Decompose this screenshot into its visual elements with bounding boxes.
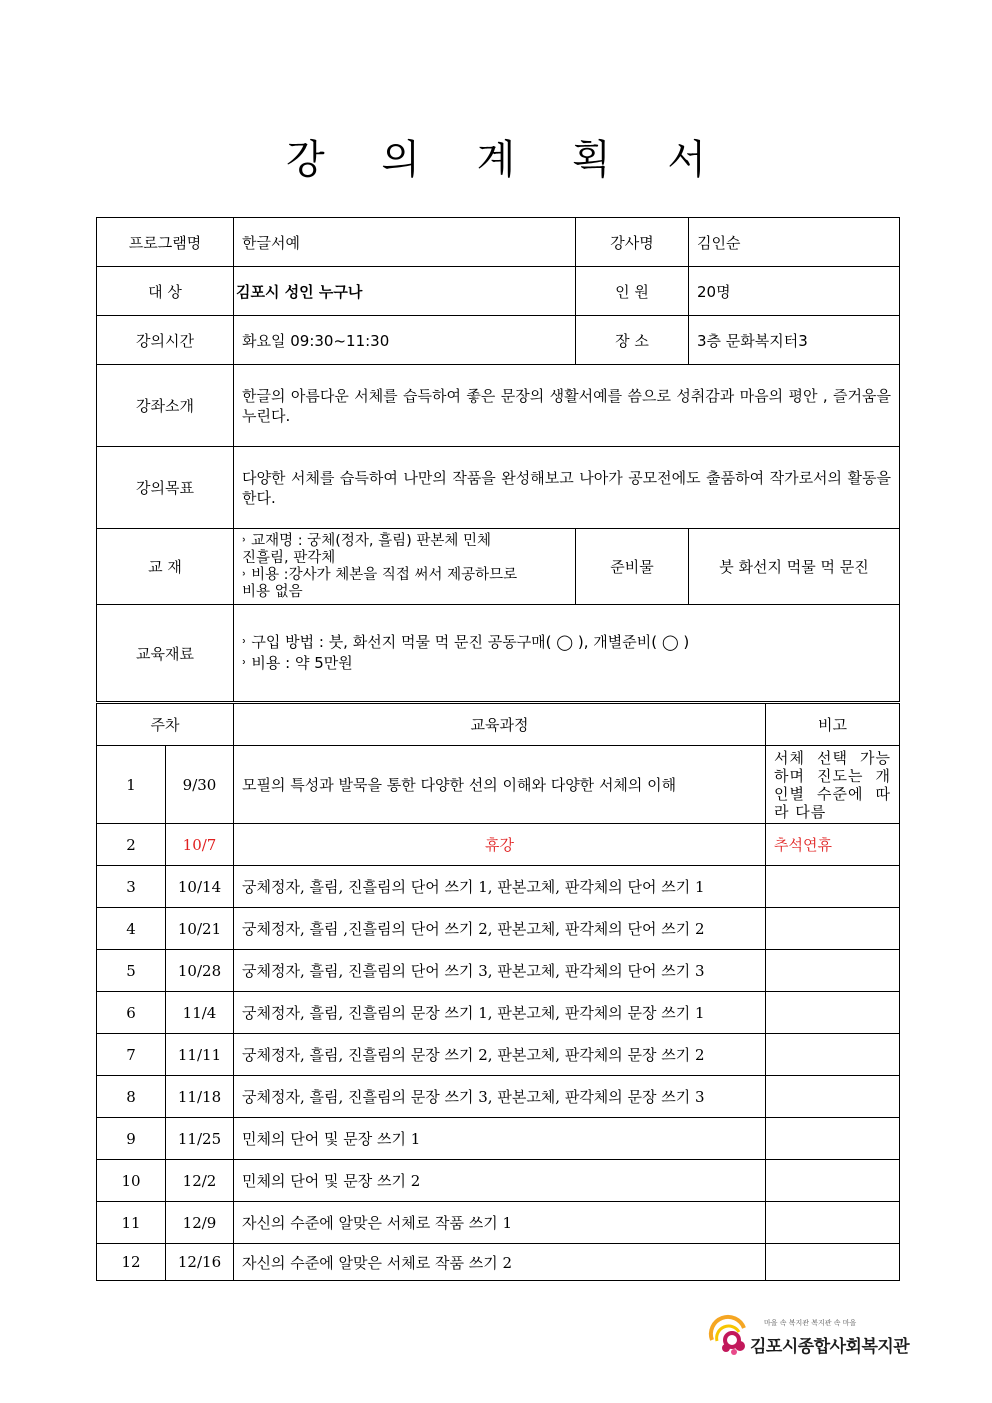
schedule-row bbox=[97, 1160, 900, 1202]
session-note bbox=[766, 1202, 900, 1244]
session-content: 궁체정자, 흘림, 진흘림의 단어 쓰기 1, 판본고체, 판각체의 단어 쓰기 1 bbox=[234, 866, 766, 908]
textbook-line-1: ˒ 교재명 : 궁체(정자, 흘림) 판본체 민체 bbox=[242, 532, 492, 549]
week-number: 8 bbox=[97, 1076, 166, 1118]
week-number: 4 bbox=[97, 908, 166, 950]
session-content: 궁체정자, 흘림, 진흘림의 문장 쓰기 3, 판본고체, 판각체의 문장 쓰기 3 bbox=[234, 1076, 766, 1118]
textbook-line-2: 진흘림, 판각체 bbox=[242, 549, 336, 566]
session-note bbox=[766, 1160, 900, 1202]
logo-mark-icon bbox=[706, 1310, 752, 1360]
week-number: 12 bbox=[97, 1244, 166, 1281]
session-note bbox=[766, 992, 900, 1034]
week-number: 1 bbox=[97, 746, 166, 824]
schedule-row bbox=[97, 1034, 900, 1076]
session-date: 11/18 bbox=[166, 1076, 234, 1118]
schedule-row bbox=[97, 1202, 900, 1244]
session-date: 11/25 bbox=[166, 1118, 234, 1160]
info-row-textbook bbox=[97, 529, 900, 605]
material-line-2: ˒ 비용 : 약 5만원 bbox=[242, 654, 353, 672]
session-note bbox=[766, 1076, 900, 1118]
material-value bbox=[234, 605, 900, 702]
session-date: 11/11 bbox=[166, 1034, 234, 1076]
session-content: 휴강 bbox=[234, 824, 766, 866]
session-content: 자신의 수준에 알맞은 서체로 작품 쓰기 1 bbox=[234, 1202, 766, 1244]
logo-slogan: 마을 속 복지관 복지관 속 마을 bbox=[764, 1319, 857, 1327]
program-value: 한글서예 bbox=[234, 218, 576, 267]
session-content: 자신의 수준에 알맞은 서체로 작품 쓰기 2 bbox=[234, 1244, 766, 1281]
textbook-line-3: ˒ 비용 :강사가 체본을 직접 써서 제공하므로 bbox=[242, 566, 518, 583]
session-content: 궁체정자, 흘림, 진흘림의 문장 쓰기 2, 판본고체, 판각체의 문장 쓰기 2 bbox=[234, 1034, 766, 1076]
time-label: 강의시간 bbox=[97, 316, 234, 365]
session-content: 민체의 단어 및 문장 쓰기 2 bbox=[234, 1160, 766, 1202]
session-note bbox=[766, 1118, 900, 1160]
course-header: 교육과정 bbox=[234, 704, 766, 746]
session-note bbox=[766, 950, 900, 992]
goal-value: 다양한 서체를 습득하여 나만의 작품을 완성해보고 나아가 공모전에도 출품하여 작가로서의 활동을 한다. bbox=[234, 447, 900, 529]
material-label: 교육재료 bbox=[97, 605, 234, 702]
place-value: 3층 문화복지터3 bbox=[689, 316, 900, 365]
info-table bbox=[96, 217, 900, 702]
session-note bbox=[766, 866, 900, 908]
session-date: 9/30 bbox=[166, 746, 234, 824]
session-note bbox=[766, 908, 900, 950]
schedule-row bbox=[97, 1244, 900, 1281]
week-number: 3 bbox=[97, 866, 166, 908]
welfare-center-logo bbox=[706, 1310, 910, 1362]
session-date: 10/21 bbox=[166, 908, 234, 950]
week-number: 10 bbox=[97, 1160, 166, 1202]
week-number: 6 bbox=[97, 992, 166, 1034]
week-number: 5 bbox=[97, 950, 166, 992]
program-label: 프로그램명 bbox=[97, 218, 234, 267]
session-content: 모필의 특성과 발묵을 통한 다양한 선의 이해와 다양한 서체의 이해 bbox=[234, 746, 766, 824]
schedule-row bbox=[97, 866, 900, 908]
target-label: 대 상 bbox=[97, 267, 234, 316]
session-date: 11/4 bbox=[166, 992, 234, 1034]
session-date: 10/28 bbox=[166, 950, 234, 992]
target-value: 김포시 성인 누구나 bbox=[234, 267, 576, 316]
session-content: 궁체정자, 흘림, 진흘림의 문장 쓰기 1, 판본고체, 판각체의 문장 쓰기 1 bbox=[234, 992, 766, 1034]
schedule-row bbox=[97, 746, 900, 824]
instructor-value: 김인순 bbox=[689, 218, 900, 267]
info-row-goal bbox=[97, 447, 900, 529]
session-note: 서체 선택 가능하며 진도는 개인별 수준에 따라 다름 bbox=[766, 746, 900, 824]
week-number: 11 bbox=[97, 1202, 166, 1244]
schedule-header-row bbox=[97, 704, 900, 746]
place-label: 장 소 bbox=[576, 316, 689, 365]
intro-label: 강좌소개 bbox=[97, 365, 234, 447]
week-number: 7 bbox=[97, 1034, 166, 1076]
week-number: 2 bbox=[97, 824, 166, 866]
info-row-intro bbox=[97, 365, 900, 447]
info-row-program bbox=[97, 218, 900, 267]
textbook-line-4: 비용 없음 bbox=[242, 583, 303, 600]
note-header: 비고 bbox=[766, 704, 900, 746]
week-number: 9 bbox=[97, 1118, 166, 1160]
session-date: 10/7 bbox=[166, 824, 234, 866]
session-date: 12/2 bbox=[166, 1160, 234, 1202]
intro-value: 한글의 아름다운 서체를 습득하여 좋은 문장의 생활서예를 씀으로 성취감과 마음의 평안 , 즐거움을 누린다. bbox=[234, 365, 900, 447]
session-date: 12/16 bbox=[166, 1244, 234, 1281]
schedule-row bbox=[97, 908, 900, 950]
schedule-row bbox=[97, 992, 900, 1034]
session-note: 추석연휴 bbox=[766, 824, 900, 866]
week-header: 주차 bbox=[97, 704, 234, 746]
prep-label: 준비물 bbox=[576, 529, 689, 605]
schedule-row bbox=[97, 1076, 900, 1118]
session-content: 궁체정자, 흘림, 진흘림의 단어 쓰기 3, 판본고체, 판각체의 단어 쓰기 3 bbox=[234, 950, 766, 992]
time-value: 화요일 09:30~11:30 bbox=[234, 316, 576, 365]
info-row-time bbox=[97, 316, 900, 365]
session-date: 12/9 bbox=[166, 1202, 234, 1244]
goal-label: 강의목표 bbox=[97, 447, 234, 529]
session-content: 민체의 단어 및 문장 쓰기 1 bbox=[234, 1118, 766, 1160]
info-row-target bbox=[97, 267, 900, 316]
session-note bbox=[766, 1034, 900, 1076]
logo-name: 김포시종합사회복지관 bbox=[750, 1337, 910, 1357]
capacity-value: 20명 bbox=[689, 267, 900, 316]
textbook-value bbox=[234, 529, 576, 605]
schedule-row bbox=[97, 824, 900, 866]
info-row-material bbox=[97, 605, 900, 702]
session-note bbox=[766, 1244, 900, 1281]
capacity-label: 인 원 bbox=[576, 267, 689, 316]
prep-value: 붓 화선지 먹물 먹 문진 bbox=[689, 529, 900, 605]
material-line-1: ˒ 구입 방법 : 붓, 화선지 먹물 먹 문진 공동구매( ◯ ), 개별준비( ◯ ) bbox=[242, 633, 690, 651]
schedule-row bbox=[97, 1118, 900, 1160]
instructor-label: 강사명 bbox=[576, 218, 689, 267]
schedule-row bbox=[97, 950, 900, 992]
textbook-label: 교 재 bbox=[97, 529, 234, 605]
schedule-table bbox=[96, 703, 900, 1281]
session-date: 10/14 bbox=[166, 866, 234, 908]
document-title: 강 의 계 획 서 bbox=[285, 137, 729, 183]
session-content: 궁체정자, 흘림 ,진흘림의 단어 쓰기 2, 판본고체, 판각체의 단어 쓰기 2 bbox=[234, 908, 766, 950]
